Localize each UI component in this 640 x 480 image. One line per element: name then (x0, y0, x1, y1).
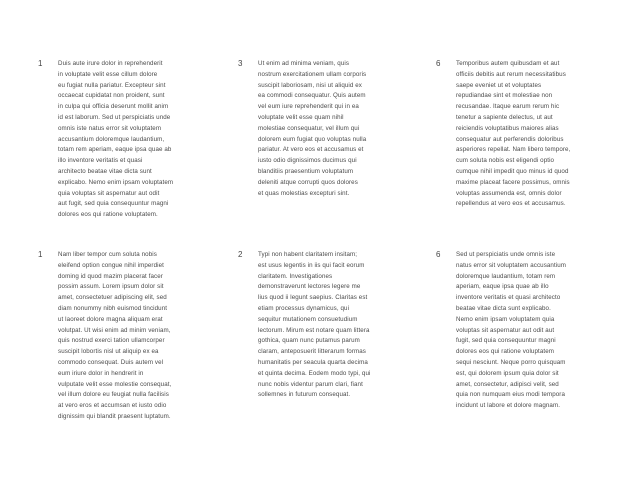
paragraph-line: et quinta decima. Eodem modo typi, qui (258, 369, 371, 377)
paragraph-line: sequitur mutationem consuetudium (258, 315, 358, 323)
paragraph-line: pariatur. At vero eos et accusamus et (258, 146, 364, 154)
paragraph-line: tenetur a sapiente delectus, ut aut (456, 113, 553, 121)
block-number: 1 (38, 59, 43, 68)
paragraph-line: ea commodi consequatur. Quis autem (258, 92, 366, 100)
paragraph-line: Nemo enim ipsam voluptatem quia (456, 315, 555, 323)
paragraph-line: Ut enim ad minima veniam, quis (258, 60, 350, 67)
paragraph-line: claritatem. Investigationes (258, 272, 333, 280)
block-paragraph (456, 250, 596, 412)
paragraph-line: totam rem aperiam, eaque ipsa quae ab (58, 146, 172, 154)
paragraph-line: cumque nihil impedit quo minus id quod (456, 167, 569, 175)
paragraph-line: eum iriure dolor in hendrerit in (58, 369, 144, 377)
paragraph-line: incidunt ut labore et dolore magnam. (456, 402, 561, 410)
paragraph-line: aut fugit, sed quia consequuntur magni (58, 200, 169, 208)
paragraph-line: in voluptate velit esse cillum dolore (58, 70, 158, 78)
paragraph-line: etiam processus dynamicus, qui (258, 304, 350, 312)
paragraph-line: voluptas assumenda est, omnis dolor (456, 189, 562, 197)
paragraph-line: possim assum. Lorem ipsum dolor sit (58, 283, 164, 291)
paragraph-line: aperiam, eaque ipsa quae ab illo (456, 283, 549, 291)
paragraph-line: commodo consequat. Duis autem vel (58, 358, 164, 366)
paragraph-line: dolorem eum fugiat quo voluptas nulla (258, 135, 367, 143)
block-number: 6 (436, 250, 441, 259)
paragraph-line: nunc nobis videntur parum clari, fiant (258, 380, 363, 388)
paragraph-line: quis nostrud exerci tation ullamcorper (58, 337, 165, 345)
paragraph-line: amet, consectetuer adipiscing elit, sed (58, 294, 167, 302)
block-paragraph (258, 250, 398, 401)
paragraph-line: eu fugiat nulla pariatur. Excepteur sint (58, 81, 166, 89)
paragraph-line: doloremque laudantium, totam rem (456, 272, 556, 280)
paragraph-line: officiis debitis aut rerum necessitatibus (456, 70, 566, 78)
paragraph-line: occaecat cupidatat non proident, sunt (58, 92, 165, 100)
paragraph-line: beatae vitae dicta sunt explicabo. (456, 304, 551, 312)
paragraph-line: iusto odio dignissimos ducimus qui (258, 157, 357, 165)
paragraph-line: Typi non habent claritatem insitam; (258, 251, 358, 258)
block-paragraph (58, 250, 198, 423)
block-number: 6 (436, 59, 441, 68)
paragraph-line: gothica, quam nunc putamus parum (258, 337, 360, 345)
paragraph-line: vel illum dolore eu feugiat nulla facilisis (58, 391, 169, 399)
paragraph-line: maxime placeat facere possimus, omnis (456, 178, 570, 186)
paragraph-line: reiciendis voluptatibus maiores alias (456, 124, 559, 132)
paragraph-line: vulputate velit esse molestie consequat, (58, 380, 172, 388)
paragraph-line: diam nonummy nibh euismod tincidunt (58, 304, 168, 312)
paragraph-line: at vero eros et accumsan et iusto odio (58, 402, 167, 410)
paragraph-line: id est laborum. Sed ut perspiciatis unde (58, 113, 171, 121)
paragraph-line: voluptate velit esse quam nihil (258, 113, 344, 121)
paragraph-line: humanitatis per seacula quarta decima (258, 358, 368, 366)
paragraph-line: sequi nesciunt. Neque porro quisquam (456, 358, 566, 366)
paragraph-line: lectorum. Mirum est notare quam littera (258, 326, 370, 334)
paragraph-line: et quas molestias excepturi sint. (258, 189, 350, 197)
paragraph-line: recusandae. Itaque earum rerum hic (456, 103, 560, 111)
paragraph-line: dignissim qui blandit praesent luptatum. (58, 412, 171, 420)
paragraph-line: lius quod ii legunt saepius. Claritas est (258, 294, 368, 302)
paragraph-line: quia non numquam eius modi tempora (456, 391, 565, 399)
paragraph-line: molestiae consequatur, vel illum qui (258, 124, 360, 132)
paragraph-line: explicabo. Nemo enim ipsam voluptatem (58, 178, 174, 186)
paragraph-line: illo inventore veritatis et quasi (58, 157, 143, 165)
paragraph-line: ut laoreet dolore magna aliquam erat (58, 315, 163, 323)
paragraph-line: Nam liber tempor cum soluta nobis (58, 251, 157, 258)
paragraph-line: suscipit lobortis nisl ut aliquip ex ea (58, 348, 159, 356)
paragraph-line: est, qui dolorem ipsum quia dolor sit (456, 369, 559, 377)
paragraph-line: dolores eos qui ratione voluptatem. (58, 211, 158, 219)
paragraph-line: dolores eos qui ratione voluptatem (456, 348, 554, 356)
block-number: 3 (238, 59, 243, 68)
paragraph-line: Temporibus autem quibusdam et aut (456, 60, 560, 67)
paragraph-line: volutpat. Ut wisi enim ad minim veniam, (58, 326, 171, 334)
paragraph-line: deleniti atque corrupti quos dolores (258, 178, 358, 186)
paragraph-line: claram, anteposuerit litterarum formas (258, 348, 366, 356)
paragraph-line: vel eum iure reprehenderit qui in ea (258, 103, 359, 111)
block-paragraph (456, 59, 596, 210)
paragraph-line: repellendus at vero eos et accusamus. (456, 200, 566, 208)
paragraph-line: asperiores repellat. Nam libero tempore, (456, 146, 571, 154)
paragraph-line: architecto beatae vitae dicta sunt (58, 167, 152, 175)
paragraph-line: est usus legentis in iis qui facit eorum (258, 261, 365, 269)
paragraph-line: quia voluptas sit aspernatur aut odit (58, 189, 160, 197)
paragraph-line: saepe eveniet ut et voluptates (456, 81, 542, 89)
paragraph-line: repudiandae sint et molestiae non (456, 92, 553, 100)
paragraph-line: blanditiis praesentium voluptatum (258, 167, 354, 175)
block-number: 2 (238, 250, 243, 259)
paragraph-line: omnis iste natus error sit voluptatem (58, 124, 162, 132)
paragraph-line: suscipit laboriosam, nisi ut aliquid ex (258, 81, 362, 89)
paragraph-line: nostrum exercitationem ullam corporis (258, 70, 367, 78)
paragraph-line: natus error sit voluptatem accusantium (456, 261, 567, 269)
paragraph-line: consequatur aut perferendis doloribus (456, 135, 564, 143)
block-number: 1 (38, 250, 43, 259)
block-paragraph (58, 59, 198, 221)
paragraph-line: accusantium doloremque laudantium, (58, 135, 165, 143)
block-paragraph (258, 59, 398, 199)
paragraph-line: Duis aute irure dolor in reprehenderit (58, 60, 163, 67)
paragraph-line: fugit, sed quia consequuntur magni (456, 337, 556, 345)
paragraph-line: voluptas sit aspernatur aut odit aut (456, 326, 555, 334)
paragraph-line: doming id quod mazim placerat facer (58, 272, 163, 280)
paragraph-line: Sed ut perspiciatis unde omnis iste (456, 251, 556, 258)
paragraph-line: sollemnes in futurum consequat. (258, 391, 351, 399)
paragraph-line: inventore veritatis et quasi architecto (456, 294, 561, 302)
paragraph-line: in culpa qui officia deserunt mollit anim (58, 103, 169, 111)
paragraph-line: demonstraverunt lectores legere me (258, 283, 361, 291)
paragraph-line: amet, consectetur, adipisci velit, sed (456, 380, 559, 388)
paragraph-line: eleifend option congue nihil imperdiet (58, 261, 164, 269)
paragraph-line: cum soluta nobis est eligendi optio (456, 157, 555, 165)
